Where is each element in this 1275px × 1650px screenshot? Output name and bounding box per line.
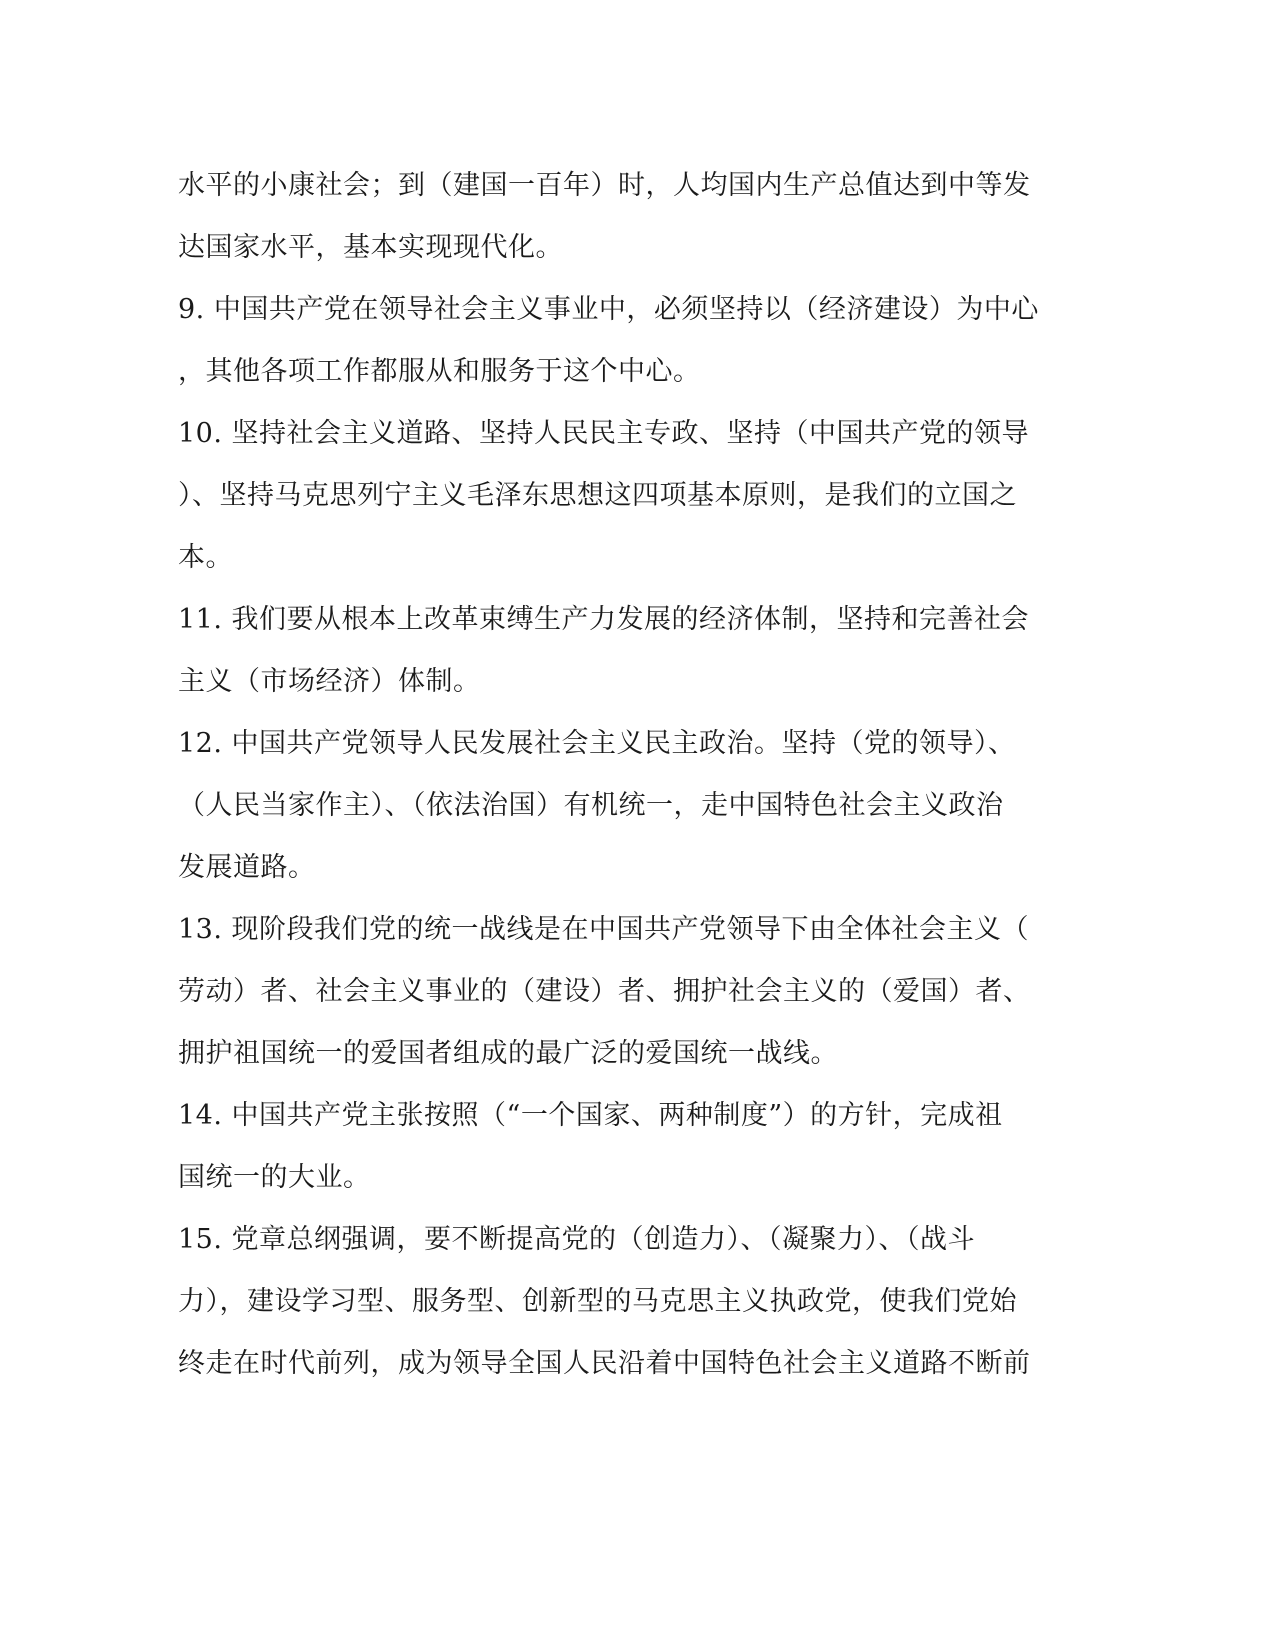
text-line: （人民当家作主）、（依法治国）有机统一，走中国特色社会主义政治 (178, 790, 1004, 821)
text-line: 14. 中国共产党主张按照（“一个国家、两种制度”）的方针，完成祖 (178, 1100, 1003, 1131)
text-line: 劳动）者、社会主义事业的（建设）者、拥护社会主义的（爱国）者、 (178, 976, 1031, 1007)
text-line: 主义（市场经济）体制。 (178, 666, 481, 697)
text-line: 拥护祖国统一的爱国者组成的最广泛的爱国统一战线。 (178, 1038, 838, 1069)
text-line: 15. 党章总纲强调，要不断提高党的（创造力）、（凝聚力）、（战斗 (178, 1224, 976, 1255)
text-line: ，其他各项工作都服从和服务于这个中心。 (178, 356, 701, 387)
text-line: 13. 现阶段我们党的统一战线是在中国共产党领导下由全体社会主义（ (178, 914, 1030, 945)
text-line: 国统一的大业。 (178, 1162, 371, 1193)
text-line: 达国家水平，基本实现现代化。 (178, 232, 563, 263)
text-line: 发展道路。 (178, 852, 316, 883)
text-line: 水平的小康社会；到（建国一百年）时，人均国内生产总值达到中等发 (178, 170, 1031, 201)
text-line: 10. 坚持社会主义道路、坚持人民民主专政、坚持（中国共产党的领导 (178, 418, 1030, 449)
text-line: 12. 中国共产党领导人民发展社会主义民主政治。坚持（党的领导）、 (178, 728, 1016, 759)
text-line: 本。 (178, 542, 233, 573)
document-body (178, 155, 1058, 1395)
text-line: ）、坚持马克思列宁主义毛泽东思想这四项基本原则，是我们的立国之 (178, 480, 1017, 511)
text-line: 力），建设学习型、服务型、创新型的马克思主义执政党，使我们党始 (178, 1286, 1017, 1317)
text-line: 11. 我们要从根本上改革束缚生产力发展的经济体制，坚持和完善社会 (178, 604, 1030, 635)
text-line: 9. 中国共产党在领导社会主义事业中，必须坚持以（经济建设）为中心 (178, 294, 1039, 325)
text-line: 终走在时代前列，成为领导全国人民沿着中国特色社会主义道路不断前 (178, 1348, 1031, 1379)
